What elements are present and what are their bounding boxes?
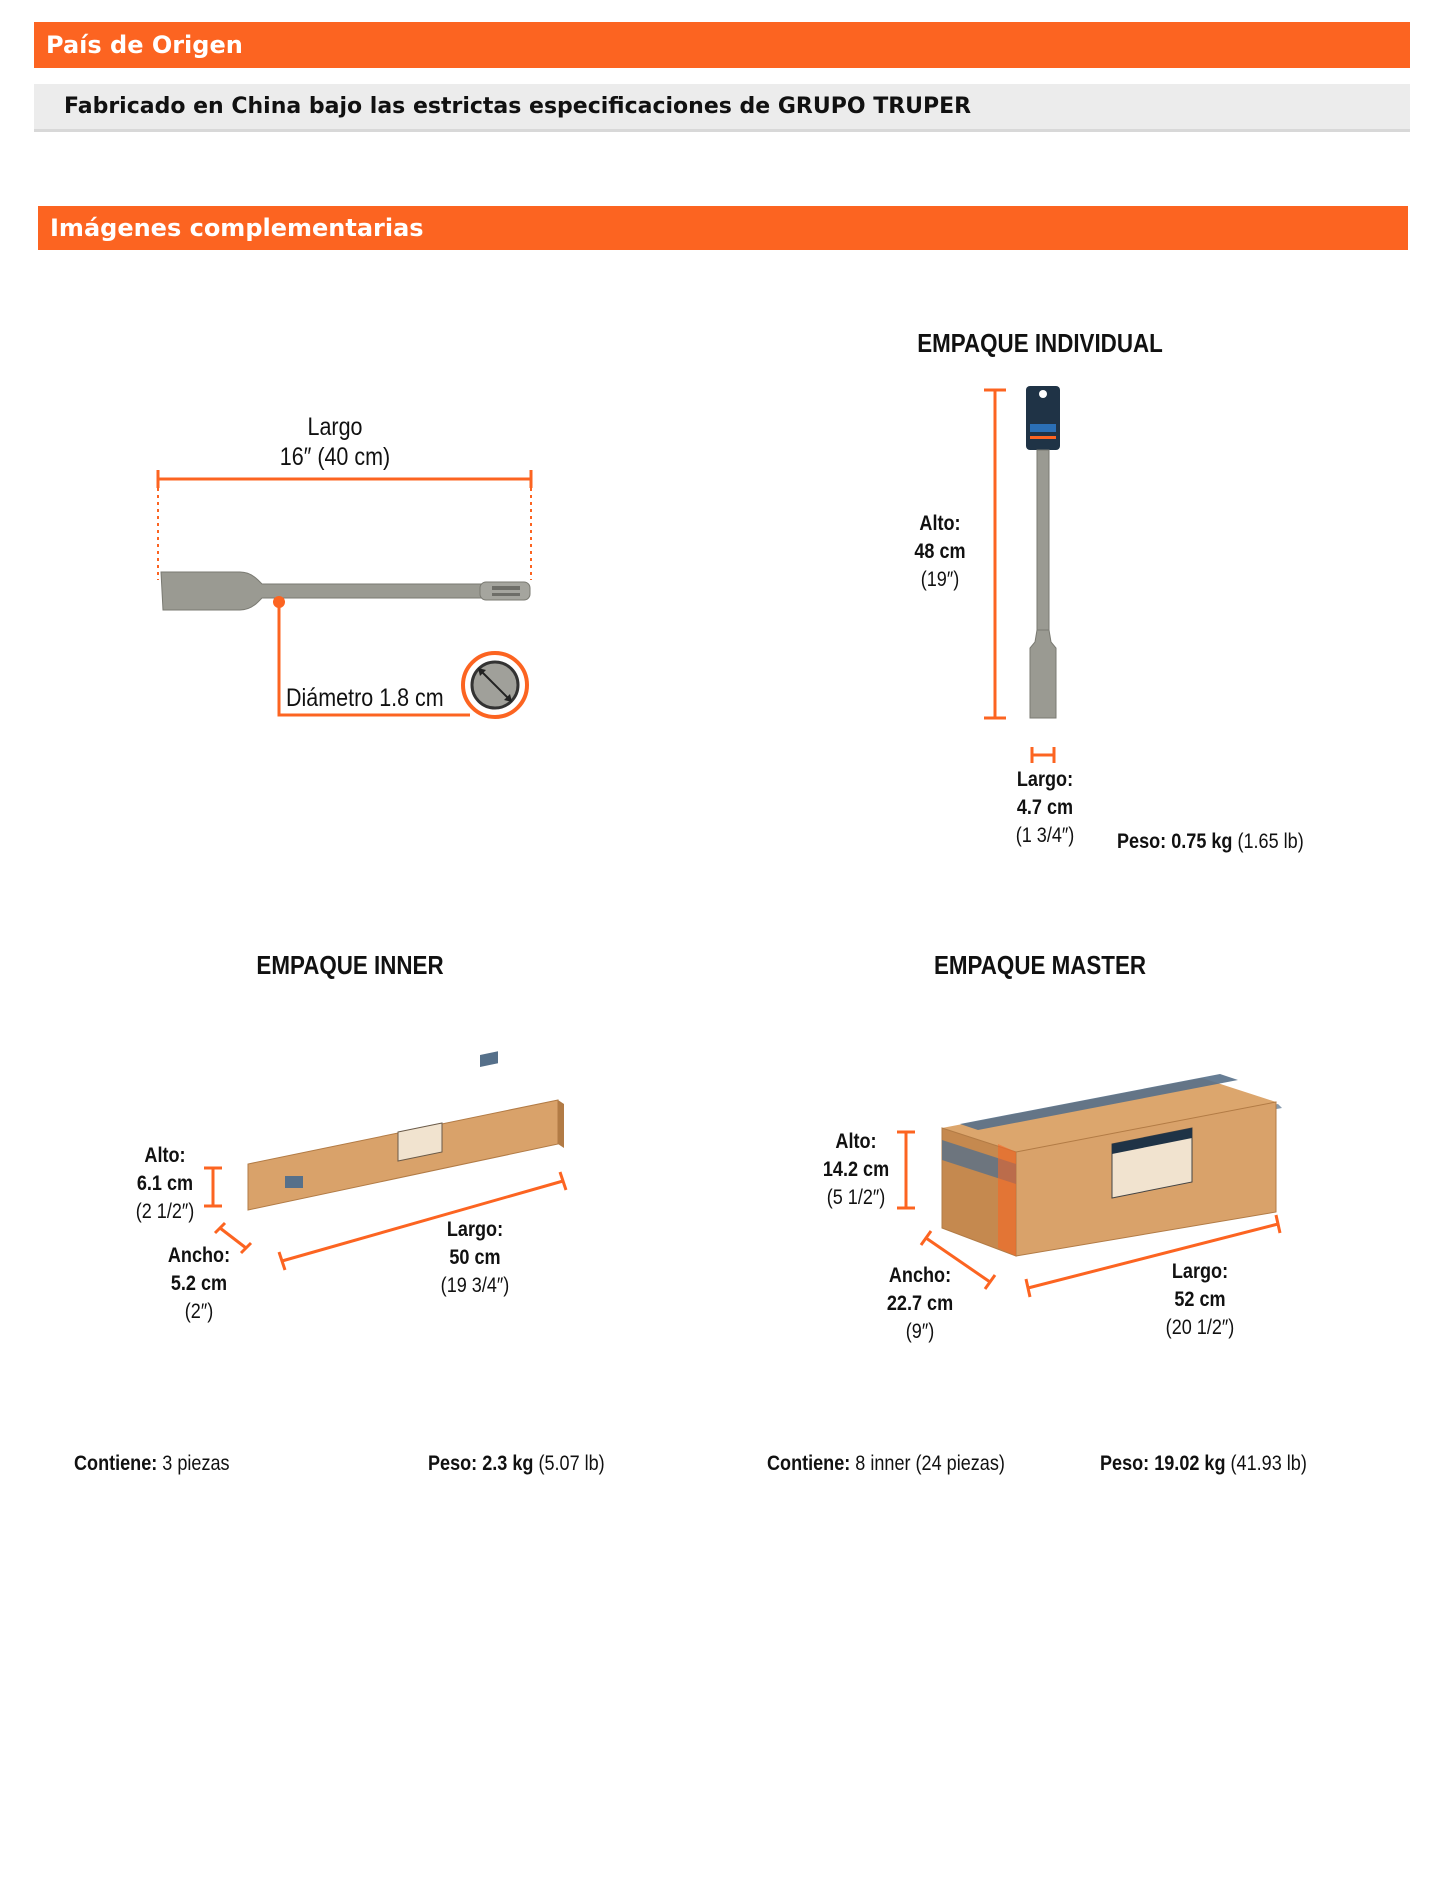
chisel-image xyxy=(161,572,530,610)
master-peso: Peso: 19.02 kg (41.93 lb) xyxy=(1100,1452,1307,1475)
master-largo: Largo: 52 cm (20 1/2″) xyxy=(1165,1260,1235,1339)
inner-title: EMPAQUE INNER xyxy=(256,950,444,980)
inner-alto: Alto: 6.1 cm (2 1/2″) xyxy=(135,1144,195,1223)
individual-title: EMPAQUE INDIVIDUAL xyxy=(917,328,1163,358)
individual-peso: Peso: 0.75 kg (1.65 lb) xyxy=(1117,830,1304,853)
master-title: EMPAQUE MASTER xyxy=(933,950,1147,980)
individual-alto: Alto: 48 cm (19″) xyxy=(914,512,966,591)
product-length-label: Largo 16″ (40 cm) xyxy=(279,413,391,471)
product-length-cm: (40 cm) xyxy=(317,443,391,471)
product-length-in: 16″ xyxy=(279,443,312,471)
product-diameter-label: Diámetro 1.8 cm xyxy=(286,684,444,712)
inner-box-image xyxy=(248,1051,564,1210)
images-header: Imágenes complementarias xyxy=(38,206,1408,250)
master-alto: Alto: 14.2 cm (5 1/2″) xyxy=(822,1130,890,1209)
origin-header: País de Origen xyxy=(34,22,1410,68)
inner-contiene: Contiene: 3 piezas xyxy=(74,1452,230,1475)
inner-ancho: Ancho: 5.2 cm (2″) xyxy=(167,1244,231,1323)
individual-chisel-image xyxy=(1026,386,1060,718)
master-contiene: Contiene: 8 inner (24 piezas) xyxy=(767,1452,1005,1475)
individual-largo: Largo: 4.7 cm (1 3/4″) xyxy=(1015,768,1075,847)
product-diagram xyxy=(140,400,560,730)
master-box-image xyxy=(942,1074,1282,1256)
inner-peso: Peso: 2.3 kg (5.07 lb) xyxy=(428,1452,605,1475)
master-ancho: Ancho: 22.7 cm (9″) xyxy=(886,1264,954,1343)
product-figure xyxy=(140,400,560,730)
inner-largo: Largo: 50 cm (19 3/4″) xyxy=(440,1218,510,1297)
origin-text: Fabricado en China bajo las estrictas especificaciones de GRUPO TRUPER xyxy=(34,84,1410,132)
